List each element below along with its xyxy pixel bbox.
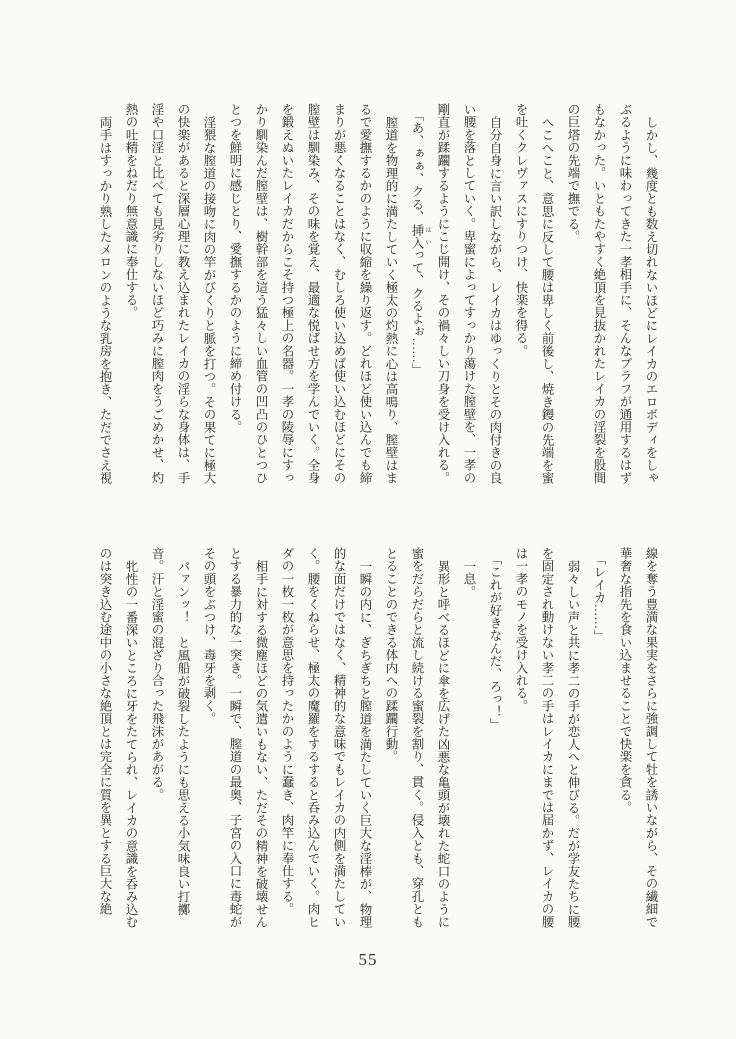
ruby-annotated-word: 挿入 はい	[410, 223, 430, 249]
text-column: く。腰をくねらせ、極太の魔羅をするすると呑み込んでいく。肉ヒ	[306, 547, 320, 928]
text-column: るで愛撫するかのように収縮を繰り返す。どれほど使い込んでも締	[358, 103, 372, 484]
text-column: 弱々しい声と共に孝二の手が恋人へと伸びる。だが学友たちに腰	[566, 559, 580, 928]
text-column: 両手はすっかり熟したメロンのような乳房を抱き、ただでさえ視	[98, 115, 112, 484]
text-column: のは突き込む途中の小さな絶頂とは完全に質を異とする巨大な絶	[98, 547, 112, 916]
text-column: の巨塔の先端で撫でる。	[566, 103, 580, 243]
page-number: 55	[358, 950, 378, 969]
text-column: は一孝のモノを受け入れる。	[514, 547, 528, 713]
text-column: 剛直が蹂躙するようにこじ開け、その禍々しい刀身を受け入れる。	[436, 103, 450, 484]
text-column: 熱の吐精をねだり無意識に奉仕する。	[124, 103, 138, 319]
text-column: 線を奪う豊満な果実をさらに強調して牡を誘いながら、その繊細で	[644, 547, 658, 928]
text-column: 音。汗と淫蜜の混ざり合った飛沫があがる。	[150, 547, 164, 801]
text-column: 一瞬の内に、ぎちぎちと膣道を満たしていく巨大な淫棒が、物理	[358, 559, 372, 928]
text-column: 膣壁は馴染み、その味を覚え、最適な悦ばせ方を学んでいく。全身	[306, 103, 320, 484]
text-column: とする暴力的な一突き。一瞬で、膣道の最奥、子宮の入口に毒蛇が	[228, 547, 242, 928]
text-column: 一息。	[462, 559, 476, 598]
text-column: へこへこと、意思に反して腰は卑しく前後し、焼き鏝の先端を蜜	[540, 115, 554, 484]
text-column: 膣道を物理的に満たしていく極太の灼熱に心は高鳴り、膣壁はま	[384, 115, 398, 484]
text-column: 淫や口淫と比べても見劣りしないほど巧みに膣肉をうごめかせ、灼	[150, 103, 164, 484]
furigana: はい	[424, 223, 430, 249]
text-column: を吐くクレヴァスにすりつけ、快楽を得る。	[514, 103, 528, 357]
text-column: もなかった。いともたやすく絶頂を見抜かれたレイカの淫裂を股間	[592, 103, 606, 484]
text-column: その頭をぶつけ、毒牙を剥く。	[202, 547, 216, 725]
text-column: を固定され動けない孝二の手はレイカにまでは届かず、レイカの腰	[540, 547, 554, 928]
text-column: 異形と呼べるほどに傘を広げた凶悪な亀頭が壊れた蛇口のように	[436, 559, 450, 928]
text-column: まりが悪くなることはなく、むしろ使い込めば使い込むほどにその	[332, 103, 346, 484]
text-column: かり馴染んだ膣壁は、樹幹部を這う猛々しい血管の凹凸のひとつひ	[254, 103, 268, 484]
lower-text-block	[92, 547, 664, 927]
text-column: の快楽があると深層心理に教え込まれたレイカの淫らな身体は、手	[176, 103, 190, 484]
text-column: を鍛えぬいたレイカだからこそ持つ極上の名器。一孝の陵辱にすっ	[280, 103, 294, 484]
text-column: 「レイカ……」	[592, 553, 606, 643]
text-column: パァンッ！ と風船が破裂したようにも思える小気味良い打擲	[176, 559, 190, 916]
text-column: 蜜をだらだらと流し続ける蜜裂を割り、貫く。侵入とも、穿孔とも	[410, 547, 424, 928]
text-column: 華奢な指先を食い込ませることで快楽を貪る。	[618, 547, 632, 814]
text-column: とつを鮮明に感じとり、愛撫するかのように締め付ける。	[228, 103, 242, 434]
text-column: 相手に対する微塵ほどの気遣いもない、ただその精神を破壊せん	[254, 559, 268, 928]
text-column: ぶるように味わってきた一孝相手に、そんなブラフが通用するはず	[618, 103, 632, 484]
text-column: 「あ、ぁぁ、クる、挿入 はいって、クるよぉ……」	[410, 109, 430, 376]
text-column: しかし、幾度とも数え切れないほどにレイカのエロボディをしゃ	[644, 115, 658, 484]
text-column: とることのできる体内への蹂躙行動。	[384, 547, 398, 763]
text-column: 淫猥な膣道の接吻に肉の竿がびくりと脈を打つ。その果てに極大	[202, 115, 216, 484]
upper-text-block	[92, 103, 664, 483]
text-column: 「これが好きなんだ、ろっ！」	[488, 553, 502, 732]
text-column: 牝性の一番深いところに牙をたてられ、レイカの意識を呑み込む	[124, 559, 138, 928]
text-column: い腰を落としていく。卑蜜によってすっかり蕩けた膣壁を、一孝の	[462, 103, 476, 484]
text-column: 的な面だけではなく、精神的な意味でもレイカの内側を満たしてい	[332, 547, 346, 928]
text-column: ダの一枚一枚が意思を持ったかのように蠢き、肉竿に奉仕する。	[280, 547, 294, 916]
text-column: 自分自身に言い訳しながら、レイカはゆっくりとその肉付きの良	[488, 115, 502, 484]
